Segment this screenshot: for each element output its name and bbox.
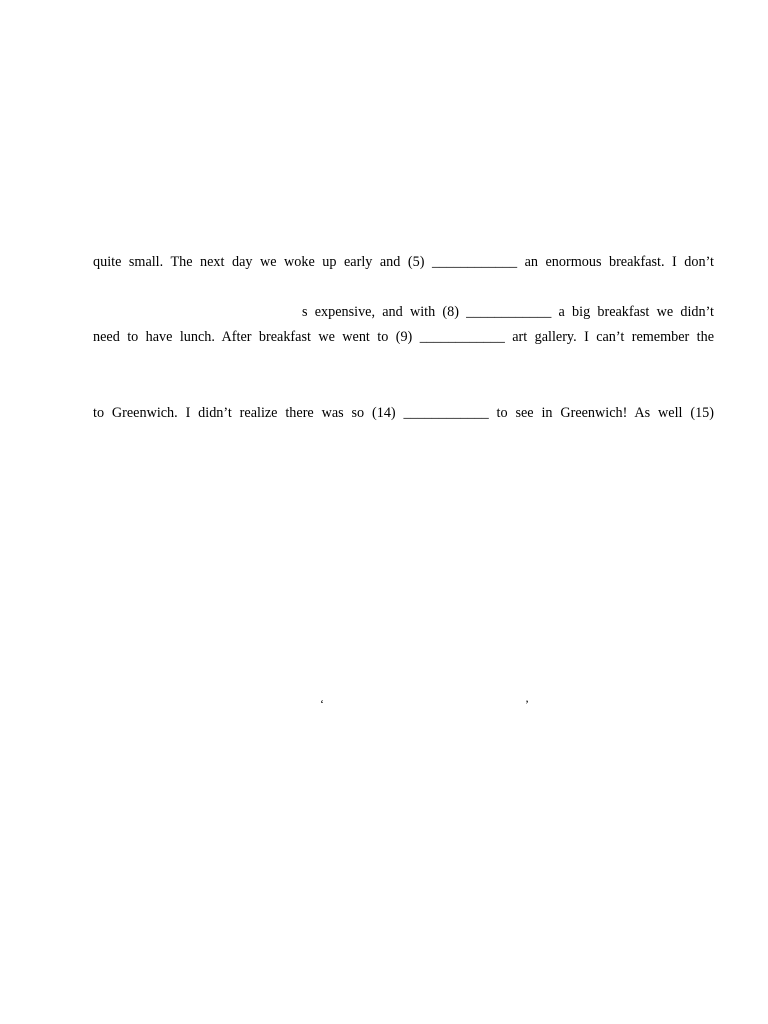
text-line-4: to Greenwich. I didn’t realize there was so (14) ____________ to see in Greenwich! As well (15) [93, 405, 714, 421]
text-line-3: need to have lunch. After breakfast we went to (9) ____________ art gallery. I can’t remember the [93, 329, 714, 345]
open-quote-mark: ‘ [320, 697, 324, 711]
text-line-2: s expensive, and with (8) ____________ a big breakfast we didn’t [302, 304, 714, 320]
close-quote-mark: ’ [525, 697, 529, 711]
text-line-1: quite small. The next day we woke up early and (5) ____________ an enormous breakfast. I don’t [93, 254, 714, 270]
